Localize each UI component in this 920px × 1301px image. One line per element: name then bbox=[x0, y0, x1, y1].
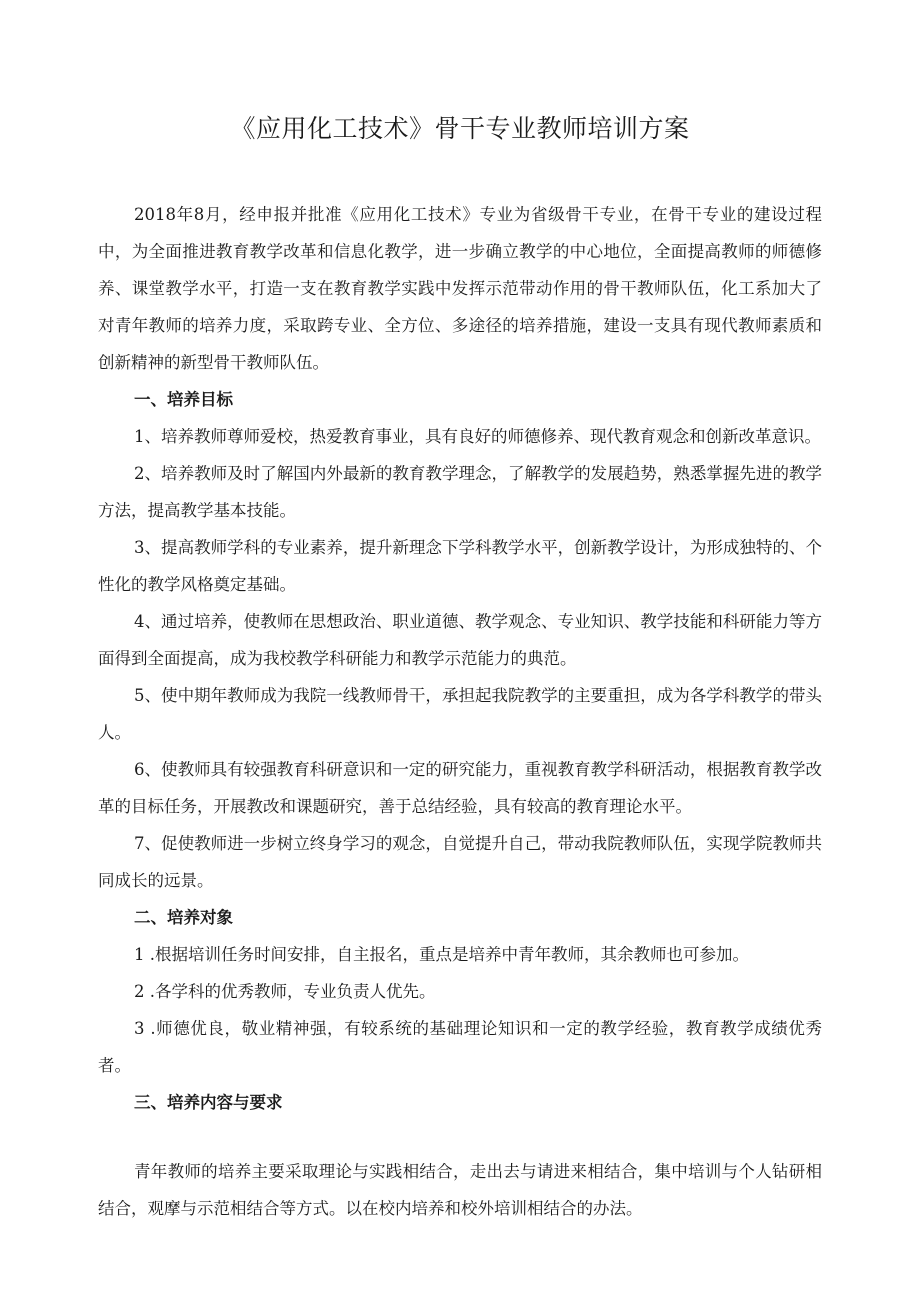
section-heading-content: 三、培养内容与要求 bbox=[134, 1093, 283, 1112]
goal-item-6: 6、使教师具有较强教育科研意识和一定的研究能力，重视教育教学科研活动，根据教育教学改革的目标任务，开展教改和课题研究，善于总结经验，具有较高的教育理论水平。 bbox=[98, 760, 822, 816]
goal-item-5: 5、使中期年教师成为我院一线教师骨干，承担起我院教学的主要重担，成为各学科教学的带头人。 bbox=[98, 686, 822, 742]
goal-item-4: 4、通过培养，使教师在思想政治、职业道德、教学观念、专业知识、教学技能和科研能力等方面得到全面提高，成为我校教学科研能力和教学示范能力的典范。 bbox=[98, 612, 822, 668]
section-heading-targets: 二、培养对象 bbox=[134, 908, 233, 927]
goal-item-3: 3、提高教师学科的专业素养，提升新理念下学科教学水平，创新教学设计，为形成独特的、个性化的教学风格奠定基础。 bbox=[98, 538, 822, 594]
content-paragraph: 青年教师的培养主要采取理论与实践相结合，走出去与请进来相结合，集中培训与个人钻研相结合，观摩与示范相结合等方式。以在校内培养和校外培训相结合的办法。 bbox=[98, 1162, 822, 1218]
goal-item-7: 7、促使教师进一步树立终身学习的观念，自觉提升自己，带动我院教师队伍，实现学院教师共同成长的远景。 bbox=[98, 834, 822, 890]
target-item-1: 1 .根据培训任务时间安排，自主报名，重点是培养中青年教师，其余教师也可参加。 bbox=[134, 945, 749, 964]
section-heading-goals: 一、培养目标 bbox=[134, 390, 233, 409]
goal-item-2: 2、培养教师及时了解国内外最新的教育教学理念，了解教学的发展趋势，熟悉掌握先进的教学方法，提高教学基本技能。 bbox=[98, 464, 822, 520]
document-title: 《应用化工技术》骨干专业教师培训方案 bbox=[230, 114, 690, 143]
goal-item-1: 1、培养教师尊师爱校，热爱教育事业，具有良好的师德修养、现代教育观念和创新改革意识。 bbox=[134, 427, 821, 446]
target-item-2: 2 .各学科的优秀教师，专业负责人优先。 bbox=[134, 982, 436, 1001]
intro-paragraph: 2018年8月，经申报并批准《应用化工技术》专业为省级骨干专业，在骨干专业的建设过程中，为全面推进教育教学改革和信息化教学，进一步确立教学的中心地位，全面提高教师的师德修养、课堂教学水平，打造一支在教育教学实践中发挥示范带动作用的骨干教师队伍，化工系加大了对青年教师的培养力度，采取跨专业、全方位、多途径的培养措施，建设一支具有现代教师素质和创新精神的新型骨干教师队伍。 bbox=[98, 205, 822, 372]
target-item-3: 3 .师德优良，敬业精神强，有较系统的基础理论知识和一定的教学经验，教育教学成绩优秀者。 bbox=[98, 1019, 822, 1075]
